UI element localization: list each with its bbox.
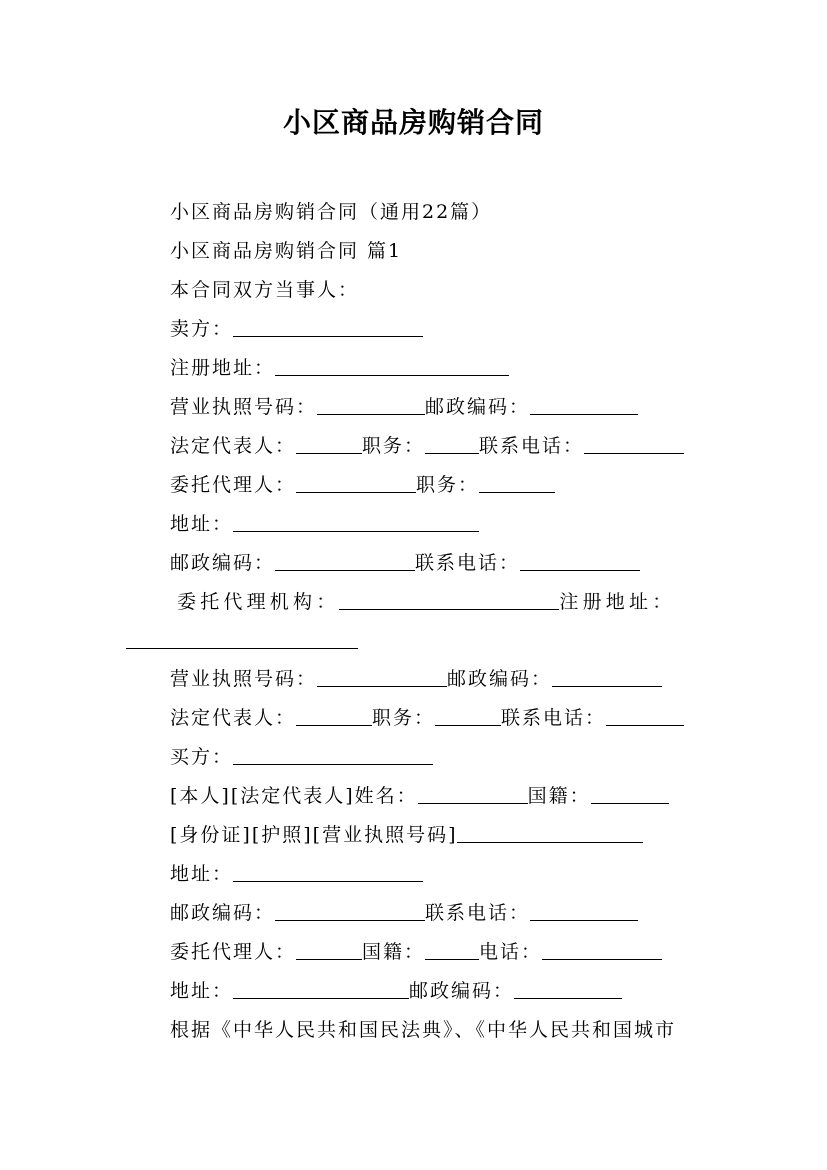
business-license-blank[interactable] [317, 396, 425, 415]
document-subtitle: 小区商品房购销合同（通用22篇） [170, 201, 493, 223]
address-line [170, 511, 479, 537]
position-blank-2[interactable] [435, 707, 501, 726]
buyer-agent-nationality-blank[interactable] [425, 941, 479, 960]
business-license-label-2: 营业执照号码： [170, 668, 318, 690]
document-title: 小区商品房购销合同 [282, 106, 544, 139]
buyer-blank[interactable] [233, 746, 433, 765]
id-label: [身份证][护照][营业执照号码] [170, 824, 458, 846]
person-name-label: [本人][法定代表人]姓名： [170, 785, 418, 807]
position-label-2: 职务： [372, 707, 436, 729]
phone-blank[interactable] [584, 435, 684, 454]
registered-address-line [170, 355, 509, 381]
buyer-agent-tel-blank[interactable] [542, 941, 662, 960]
buyer-name-line [170, 783, 669, 809]
nationality-blank[interactable] [591, 785, 669, 804]
buyer-agent-address-blank[interactable] [233, 980, 409, 999]
business-license-label: 营业执照号码： [170, 396, 318, 418]
legal-rep-blank[interactable] [296, 435, 362, 454]
seller-line [170, 316, 423, 342]
nationality-label: 国籍： [527, 785, 591, 807]
buyer-agent-address-label: 地址： [170, 980, 234, 1002]
registered-address-label-2: 注册地址： [559, 591, 676, 613]
agency-address-blank[interactable] [126, 630, 358, 649]
agency-address-continued [126, 628, 358, 654]
buyer-phone-label: 联系电话： [425, 902, 531, 924]
postcode-phone-line [170, 550, 640, 576]
buyer-postcode-line [170, 900, 638, 926]
agent-label: 委托代理人： [170, 474, 297, 496]
postcode-blank[interactable] [530, 396, 638, 415]
legal-rep-line [170, 433, 684, 459]
postcode-label-3: 邮政编码： [447, 668, 553, 690]
position-blank[interactable] [425, 435, 479, 454]
postcode-blank-2[interactable] [275, 552, 415, 571]
buyer-agent-tel-label: 电话： [479, 941, 543, 963]
id-blank[interactable] [457, 824, 643, 843]
buyer-agent-postcode-blank[interactable] [514, 980, 622, 999]
buyer-address-label: 地址： [170, 863, 234, 885]
legal-rep-label-2: 法定代表人： [170, 707, 297, 729]
buyer-label: 买方： [170, 746, 234, 768]
position-label: 职务： [362, 435, 426, 457]
legal-rep-label: 法定代表人： [170, 435, 297, 457]
section-heading: 小区商品房购销合同 篇1 [170, 240, 403, 262]
business-license-blank-2[interactable] [317, 668, 447, 687]
phone-blank-3[interactable] [606, 707, 684, 726]
basis-paragraph: 根据《中华人民共和国民法典》、《中华人民共和国城市 [170, 1019, 677, 1041]
postcode-label-2: 邮政编码： [170, 552, 276, 574]
buyer-agent-address-line [170, 978, 622, 1004]
agent-position-label: 职务： [416, 474, 480, 496]
buyer-agent-blank[interactable] [296, 941, 362, 960]
business-license-line [170, 394, 638, 420]
phone-label-2: 联系电话： [415, 552, 521, 574]
legal-rep-line-2 [170, 705, 684, 731]
buyer-phone-blank[interactable] [530, 902, 638, 921]
postcode-blank-3[interactable] [552, 668, 662, 687]
address-label: 地址： [170, 513, 234, 535]
person-name-blank[interactable] [418, 785, 528, 804]
buyer-id-line [170, 822, 643, 848]
phone-label-3: 联系电话： [501, 707, 607, 729]
registered-address-blank[interactable] [275, 357, 509, 376]
agent-position-blank[interactable] [479, 474, 555, 493]
phone-blank-2[interactable] [520, 552, 640, 571]
seller-label: 卖方： [170, 318, 234, 340]
agency-line [177, 589, 675, 615]
buyer-agent-nationality-label: 国籍： [362, 941, 426, 963]
parties-intro: 本合同双方当事人： [170, 279, 360, 301]
legal-rep-blank-2[interactable] [296, 707, 372, 726]
registered-address-label: 注册地址： [170, 357, 276, 379]
phone-label: 联系电话： [479, 435, 585, 457]
agency-blank[interactable] [339, 591, 559, 610]
buyer-postcode-blank[interactable] [275, 902, 425, 921]
seller-blank[interactable] [233, 318, 423, 337]
address-blank[interactable] [233, 513, 479, 532]
agency-label: 委托代理机构： [177, 591, 340, 613]
buyer-agent-line [170, 939, 662, 965]
buyer-agent-postcode-label: 邮政编码： [409, 980, 515, 1002]
agent-blank[interactable] [296, 474, 416, 493]
business-license-line-2 [170, 666, 662, 692]
postcode-label: 邮政编码： [425, 396, 531, 418]
buyer-postcode-label: 邮政编码： [170, 902, 276, 924]
agent-line [170, 472, 555, 498]
buyer-line [170, 744, 433, 770]
buyer-address-line [170, 861, 423, 887]
buyer-address-blank[interactable] [233, 863, 423, 882]
buyer-agent-label: 委托代理人： [170, 941, 297, 963]
